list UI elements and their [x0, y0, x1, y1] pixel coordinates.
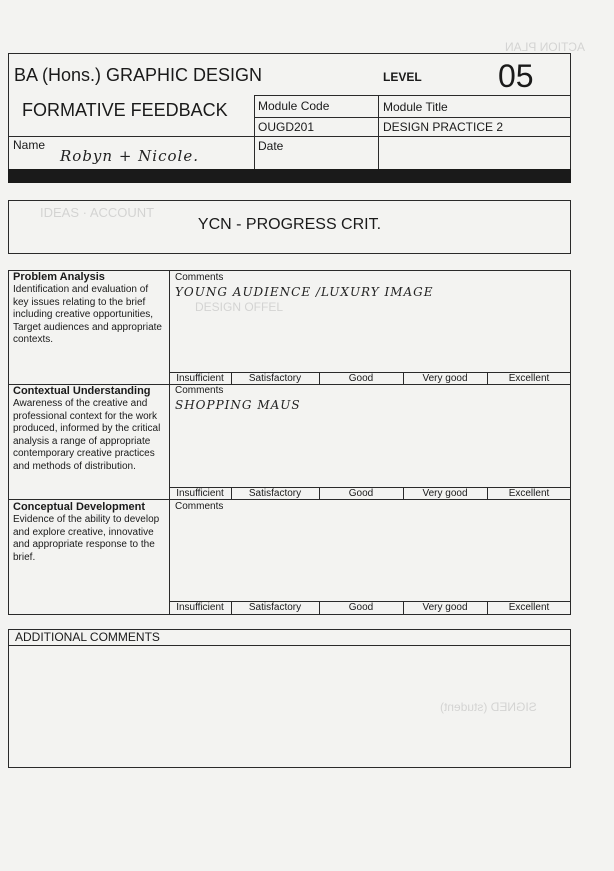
module-title-value: DESIGN PRACTICE 2 — [383, 120, 504, 134]
module-code-value: OUGD201 — [258, 120, 315, 134]
rating-excellent[interactable]: Excellent — [508, 488, 550, 499]
comment-contextual-understanding: SHOPPING MAUS — [175, 398, 301, 412]
rating-insufficient[interactable]: Insufficient — [176, 373, 224, 384]
rating-excellent[interactable]: Excellent — [508, 373, 550, 384]
rating-satisfactory[interactable]: Satisfactory — [248, 488, 302, 499]
additional-comments-box — [8, 629, 571, 768]
rating-scale — [169, 487, 571, 499]
comments-label: Comments — [175, 272, 224, 283]
comment-problem-analysis: YOUNG AUDIENCE /LUXURY IMAGE — [175, 285, 434, 299]
course-title: BA (Hons.) GRAPHIC DESIGN — [14, 65, 263, 85]
name-value: Robyn + Nicole. — [60, 147, 199, 165]
date-label: Date — [258, 139, 284, 153]
form-title: FORMATIVE FEEDBACK — [22, 100, 228, 120]
criterion-desc-contextual-understanding: Awareness of the creative and professional context for the work produced, informed by the critical analysis a range of appropriate contemporary creative practices and methods of distribution. — [13, 398, 161, 472]
criterion-title-contextual-understanding: Contextual Understanding — [13, 385, 151, 397]
criterion-title-conceptual-development: Conceptual Development — [13, 501, 146, 513]
comments-label: Comments — [175, 501, 224, 512]
black-bar — [8, 169, 571, 183]
criterion-desc-problem-analysis: Identification and evaluation of key issues relating to the brief including creative opportunities, Target audiences and appropriate contexts. — [13, 284, 162, 346]
rating-good[interactable]: Good — [348, 602, 374, 613]
rating-insufficient[interactable]: Insufficient — [176, 602, 224, 613]
level-label: LEVEL — [383, 70, 422, 84]
rating-good[interactable]: Good — [348, 373, 374, 384]
level-value: 05 — [498, 58, 534, 94]
rating-insufficient[interactable]: Insufficient — [176, 488, 224, 499]
rating-excellent[interactable]: Excellent — [508, 602, 550, 613]
comments-label: Comments — [175, 385, 224, 396]
module-title-label: Module Title — [383, 100, 448, 114]
subject-title: YCN - PROGRESS CRIT. — [197, 216, 382, 233]
rating-very-good[interactable]: Very good — [422, 602, 468, 613]
criterion-desc-conceptual-development: Evidence of the ability to develop and explore creative, innovative and appropriate response to the brief. — [13, 514, 160, 563]
criterion-title-problem-analysis: Problem Analysis — [13, 271, 105, 283]
rating-scale — [169, 372, 571, 384]
rating-satisfactory[interactable]: Satisfactory — [248, 602, 302, 613]
rating-satisfactory[interactable]: Satisfactory — [248, 373, 302, 384]
module-code-label: Module Code — [258, 99, 330, 113]
rating-scale — [169, 601, 571, 614]
rating-very-good[interactable]: Very good — [422, 488, 468, 499]
rating-very-good[interactable]: Very good — [422, 373, 468, 384]
rating-good[interactable]: Good — [348, 488, 374, 499]
name-label: Name — [13, 138, 46, 152]
additional-comments-label: ADDITIONAL COMMENTS — [15, 630, 160, 644]
